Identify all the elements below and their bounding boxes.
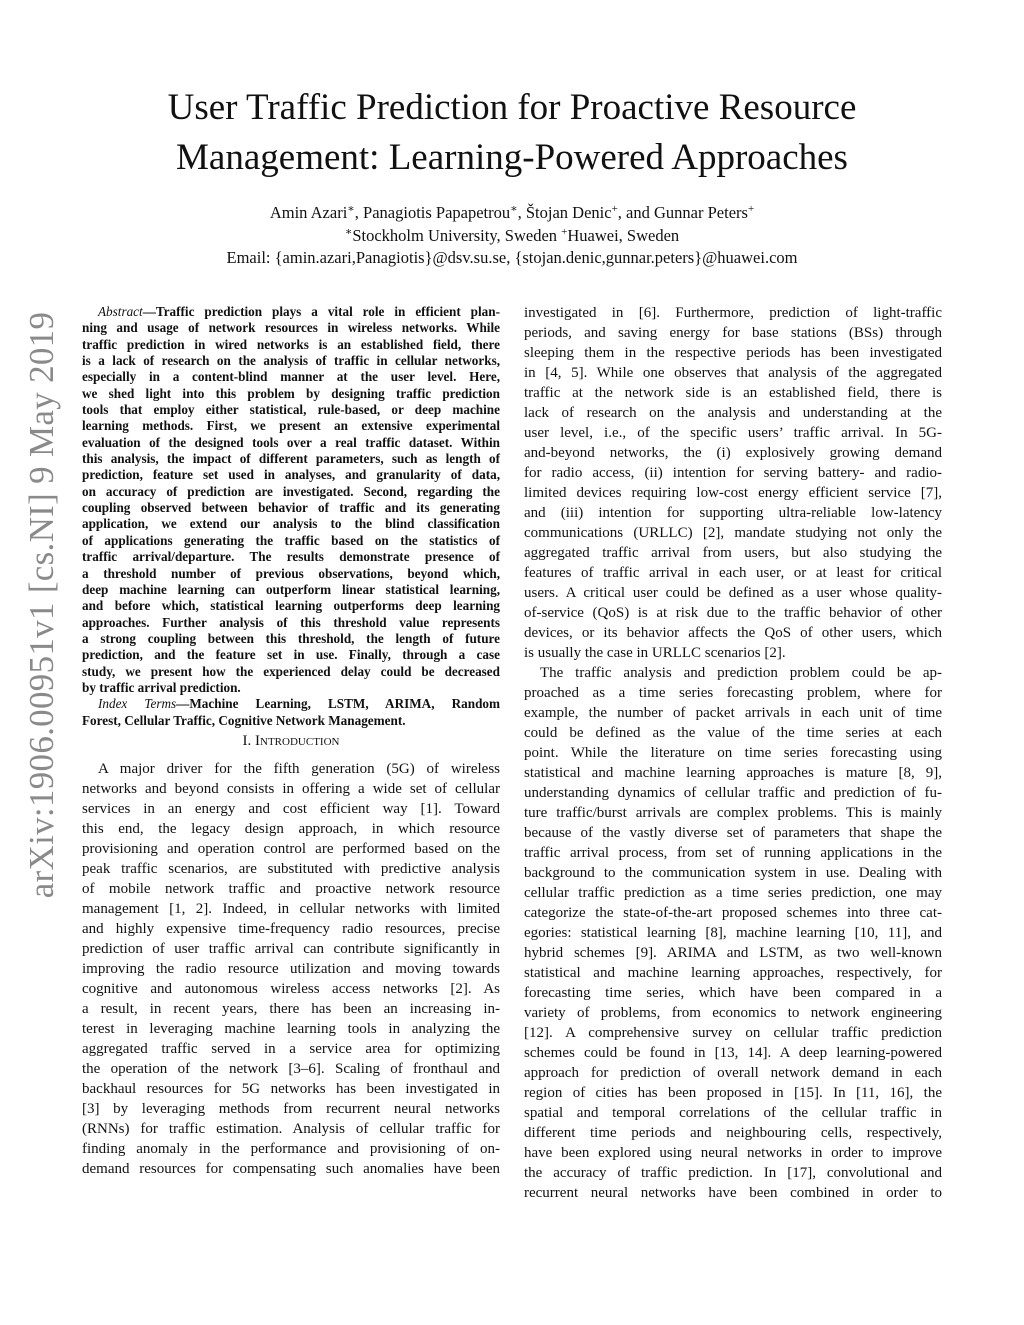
author-text: Huawei, Sweden	[567, 225, 680, 245]
abstract-line	[82, 337, 500, 353]
abstract-line	[82, 418, 500, 434]
author-emails	[0, 247, 1024, 270]
abstract-text: approaches. Further analysis of this threshold value represents	[82, 614, 500, 630]
index-terms-line	[82, 696, 500, 712]
text-line: cognitive and autonomous wireless access networks [2]. As	[82, 981, 500, 997]
text-line: aggregated traffic served in a service area for optimizing	[82, 1041, 500, 1057]
abstract-line	[82, 451, 500, 467]
abstract-line	[82, 664, 500, 680]
abstract-text: especially in a content-blind manner at the user level. Here,	[82, 369, 500, 385]
abstract	[82, 304, 500, 729]
abstract-text: application, we extend our analysis to the blind classification	[82, 516, 500, 532]
index-terms-line	[82, 713, 500, 729]
text-line: schemes could be found in [13, 14]. A deep learning-powered	[524, 1045, 942, 1061]
text-line: this end, the legacy design approach, in which resource	[82, 821, 500, 837]
text-line: networks and beyond consists in offering a wide set of cellular	[82, 781, 500, 797]
text-line: is usually the case in URLLC scenarios [2].	[524, 645, 786, 661]
author-names	[0, 202, 1024, 225]
text-line: variety of problems, from economics to network engineering	[524, 1005, 942, 1021]
text-line: recurrent neural networks have been combined in order to	[524, 1185, 942, 1201]
text-line: aggregated traffic arrival from users, but also studying the	[524, 545, 942, 561]
text-line: provisioning and operation control are performed based on the	[82, 841, 500, 857]
abstract-line	[82, 402, 500, 418]
abstract-text: by traffic arrival prediction.	[82, 679, 241, 695]
text-line: backhaul resources for 5G networks has been investigated in	[82, 1081, 500, 1097]
paragraph	[82, 759, 500, 1179]
text-line: categorize the state-of-the-art proposed schemes into three cat-	[524, 905, 942, 921]
abstract-line	[82, 386, 500, 402]
text-line: [12]. A comprehensive survey on cellular traffic prediction	[524, 1025, 942, 1041]
abstract-text: traffic arrival/departure. The results demonstrate presence of	[82, 549, 500, 565]
text-line: traffic at the network side is an established field, there is	[524, 385, 942, 401]
author-block	[0, 202, 1024, 270]
abstract-line	[82, 549, 500, 565]
text-line: the accuracy of traffic prediction. In [17], convolutional and	[524, 1165, 942, 1181]
abstract-text: evaluation of the designed tools over a real traffic dataset. Within	[82, 434, 500, 450]
abstract-line	[82, 304, 500, 320]
title-line: User Traffic Prediction for Proactive Resource	[167, 87, 857, 128]
index-terms-text: Forest, Cellular Traffic, Cognitive Network Management.	[82, 712, 406, 728]
text-line: the operation of the network [3–6]. Scaling of fronthaul and	[82, 1061, 500, 1077]
text-line: users. A critical user could be defined as a user whose quality-	[524, 585, 942, 601]
index-terms-text: —Machine Learning, LSTM, ARIMA, Random	[176, 696, 500, 712]
affiliation-mark: ∗	[344, 225, 353, 238]
abstract-line	[82, 533, 500, 549]
text-line: features of traffic arrival in each user, or at least for critical	[524, 565, 942, 581]
abstract-text: prediction, feature set used in analyses, and granularity of data,	[82, 467, 500, 483]
text-line: egories: statistical learning [8], machine learning [10, 11], and	[524, 925, 942, 941]
body-column-left	[82, 759, 500, 1179]
text-line: lack of research on the analysis and understanding at the	[524, 405, 942, 421]
abstract-line	[82, 516, 500, 532]
text-line: finding anomaly in the performance and provisioning of on-	[82, 1141, 500, 1157]
text-line: of mobile network traffic and proactive network resource	[82, 881, 500, 897]
text-line: demand resources for compensating such anomalies have been	[82, 1161, 500, 1177]
abstract-text: study, we present how the experienced delay could be decreased	[82, 663, 500, 679]
abstract-line	[82, 435, 500, 451]
text-line: approach for prediction of overall network demand in each	[524, 1065, 942, 1081]
text-line: background to the communication system in use. Dealing with	[524, 865, 942, 881]
text-line: [3] by leveraging methods from recurrent neural networks	[82, 1101, 500, 1117]
abstract-line	[82, 369, 500, 385]
abstract-line	[82, 631, 500, 647]
text-line: devices, or its behavior affects the QoS of other users, which	[524, 625, 942, 641]
text-line: cellular traffic prediction as a time series prediction, one may	[524, 885, 942, 901]
author-text: , and Gunnar Peters	[617, 203, 748, 222]
text-line: peak traffic scenarios, are substituted with predictive analysis	[82, 861, 500, 877]
body-column-right	[524, 303, 942, 1203]
text-line: The traffic analysis and prediction problem could be ap-	[540, 665, 942, 681]
text-line: statistical and machine learning approaches, respectively, for	[524, 965, 942, 981]
text-line: traffic arrival process, from set of running applications in the	[524, 845, 942, 861]
abstract-line	[82, 615, 500, 631]
text-line: spatial and temporal correlations of the cellular traffic in	[524, 1105, 942, 1121]
abstract-text: —Traffic prediction plays a vital role in efficient plan-	[142, 304, 500, 319]
text-line: sleeping them in the respective periods has been investigated	[524, 345, 942, 361]
text-line: of-service (QoS) is at risk due to the traffic behavior of other	[524, 605, 942, 621]
paper-title	[0, 83, 1024, 183]
abstract-text: deep machine learning can outperform linear statistical learning,	[82, 581, 500, 597]
abstract-line	[82, 566, 500, 582]
text-line: management [1, 2]. Indeed, in cellular networks with limited	[82, 901, 500, 917]
text-line: periods, and saving energy for base stations (BSs) through	[524, 325, 942, 341]
abstract-line	[82, 582, 500, 598]
abstract-line	[82, 353, 500, 369]
paragraph	[524, 303, 942, 663]
author-text: , Štojan Denic	[517, 203, 612, 222]
abstract-text: traffic prediction in wired networks is an established field, there	[82, 336, 500, 352]
author-text: Amin Azari	[269, 203, 348, 222]
affiliation-mark: +	[561, 225, 568, 238]
abstract-label: Abstract	[98, 304, 143, 319]
text-line: in [4, 5]. While one observes that analysis of the aggregated	[524, 365, 942, 381]
abstract-text: coupling observed between behavior of traffic and its generating	[82, 500, 500, 516]
text-line: user level, i.e., of the specific users’ traffic arrival. In 5G-	[524, 425, 942, 441]
index-terms-label: Index Terms	[98, 696, 177, 712]
paragraph	[524, 663, 942, 1203]
text-line: point. While the literature on time series forecasting using	[524, 745, 942, 761]
text-line: improving the radio resource utilization and moving towards	[82, 961, 500, 977]
abstract-text: a strong coupling between this threshold, the length of future	[82, 630, 500, 646]
author-affiliations	[0, 225, 1024, 248]
text-line: statistical and machine learning approaches is mature [8, 9],	[524, 765, 942, 781]
text-line: terest in leveraging machine learning tools in analyzing the	[82, 1021, 500, 1037]
text-line: different time periods and neighbouring cells, respectively,	[524, 1125, 942, 1141]
text-line: forecasting time series, which have been compared in a	[524, 985, 942, 1001]
text-line: limited devices requiring low-cost energy efficient service [7],	[524, 485, 942, 501]
text-line: (RNNs) for traffic estimation. Analysis of cellular traffic for	[82, 1121, 500, 1137]
abstract-line	[82, 647, 500, 663]
section-heading-introduction: I. Introduction	[242, 733, 340, 749]
text-line: communications (URLLC) [2], mandate studying not only the	[524, 525, 942, 541]
abstract-text: and before which, statistical learning outperforms deep learning	[82, 598, 500, 614]
abstract-text: learning methods. First, we present an extensive experimental	[82, 418, 500, 434]
text-line: proached as a time series forecasting problem, where for	[524, 685, 942, 701]
arxiv-identifier-watermark[interactable]: arXiv:1906.00951v1 [cs.NI] 9 May 2019	[22, 311, 61, 899]
author-text: Email: {amin.azari,Panagiotis}@dsv.su.se, {stojan.denic,gunnar.peters}@huawei.com	[226, 248, 798, 267]
abstract-line	[82, 680, 500, 696]
text-line: a result, in recent years, there has been an increasing in-	[82, 1001, 500, 1017]
abstract-text: this analysis, the impact of different parameters, such as length of	[82, 451, 500, 467]
author-text: Stockholm University, Sweden	[352, 225, 562, 245]
text-line: ture traffic/burst arrivals are complex problems. This is mainly	[524, 805, 942, 821]
affiliation-mark: +	[611, 203, 618, 215]
text-line: A major driver for the fifth generation (5G) of wireless	[98, 761, 500, 777]
affiliation-mark: +	[747, 203, 755, 215]
abstract-line	[82, 467, 500, 483]
text-line: and-beyond networks, the (i) explosively growing demand	[524, 445, 942, 461]
text-line: have been explored using neural networks in order to improve	[524, 1145, 942, 1161]
affiliation-mark: ∗	[510, 203, 518, 215]
abstract-text: of applications generating the traffic based on the statistics of	[82, 532, 500, 548]
abstract-text: a threshold number of previous observations, beyond which,	[82, 565, 500, 581]
text-line: and highly expensive time-frequency radio resources, precise	[82, 921, 500, 937]
abstract-text: is a lack of research on the analysis of traffic in cellular networks,	[82, 353, 500, 369]
title-line: Management: Learning-Powered Approaches	[176, 137, 848, 178]
abstract-line	[82, 484, 500, 500]
text-line: services in an energy and cost efficient way [1]. Toward	[82, 801, 500, 817]
abstract-text: ning and usage of network resources in wireless networks. While	[82, 320, 500, 336]
text-line: for radio access, (ii) intention for serving battery- and radio-	[524, 465, 942, 481]
text-line: hybrid schemes [9]. ARIMA and LSTM, as two well-known	[524, 945, 942, 961]
text-line: example, the number of packet arrivals in each unit of time	[524, 705, 942, 721]
text-line: because of the vastly diverse set of parameters that shape the	[524, 825, 942, 841]
abstract-text: prediction, and the feature set in use. Finally, through a case	[82, 647, 500, 663]
abstract-line	[82, 598, 500, 614]
abstract-text: we shed light into this problem by designing traffic prediction	[82, 385, 500, 401]
abstract-line	[82, 500, 500, 516]
abstract-text: on accuracy of prediction are investigated. Second, regarding the	[82, 483, 500, 499]
text-line: prediction of user traffic arrival can contribute significantly in	[82, 941, 500, 957]
text-line: and (iii) intention for supporting ultra-reliable low-latency	[524, 505, 942, 521]
author-text: , Panagiotis Papapetrou	[354, 203, 511, 222]
abstract-text: tools that employ either statistical, rule-based, or deep machine	[82, 402, 500, 418]
text-line: region of cities has been proposed in [15]. In [11, 16], the	[524, 1085, 942, 1101]
affiliation-mark: ∗	[347, 203, 355, 215]
text-line: investigated in [6]. Furthermore, prediction of light-traffic	[524, 305, 942, 321]
text-line: could be defined as the value of the time series at each	[524, 725, 942, 741]
text-line: understanding dynamics of cellular traffic and prediction of fu-	[524, 785, 942, 801]
abstract-line	[82, 320, 500, 336]
